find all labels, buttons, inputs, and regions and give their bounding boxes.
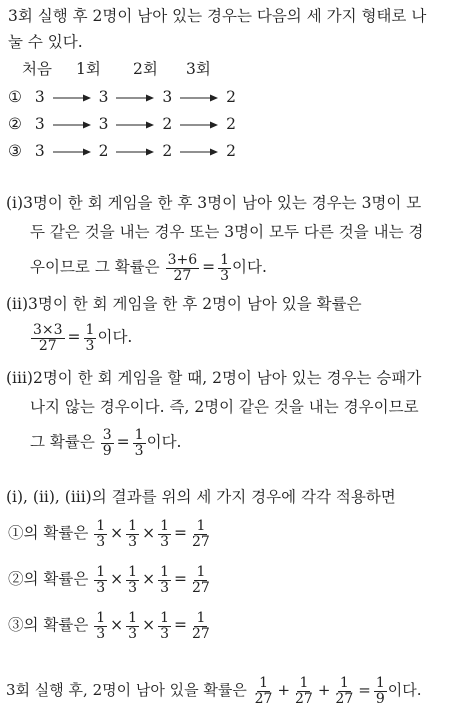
header-round-2: 2회	[133, 60, 158, 78]
table-header	[0, 59, 454, 79]
fraction: $\frac{1}{3}$	[96, 517, 106, 550]
value: 2	[162, 115, 173, 133]
value: 3	[98, 88, 109, 106]
fraction: $\frac{1}{9}$	[375, 674, 385, 707]
fraction: $\frac{1}{3}$	[128, 609, 138, 642]
arrow-right-icon	[180, 93, 218, 103]
case-marker: (iii)	[6, 369, 33, 387]
case-ii-line-2: $\frac{3\times 3}{27}$ = $\frac{1}{3}$ 이다.	[33, 321, 133, 354]
header-initial: 처음	[22, 60, 52, 78]
arrow-right-icon	[116, 120, 154, 130]
case-i-line-2: 두 같은 것을 내는 경우 또는 3명이 모두 다른 것을 내는 경	[30, 223, 424, 241]
row-marker: ③	[8, 142, 22, 160]
fraction: $\frac{1}{3}$	[160, 517, 170, 550]
value: 3	[162, 88, 173, 106]
fraction: $\frac{1}{27}$	[192, 563, 210, 596]
table-row-2	[8, 114, 236, 134]
arrow-right-icon	[53, 120, 91, 130]
intro-line-2: 눌 수 있다.	[8, 33, 83, 51]
fraction: $\frac{1}{27}$	[192, 517, 210, 550]
arrow-right-icon	[53, 93, 91, 103]
fraction: $\frac{1}{3}$	[96, 609, 106, 642]
case-i-line-3: 우이므로 그 확률은 $\frac{3+6}{27}$ = $\frac{1}{3}$ 이다.	[30, 251, 267, 284]
value: 3	[98, 115, 109, 133]
fraction: $\frac{1}{3}$	[128, 517, 138, 550]
row-marker: ①	[8, 88, 22, 106]
apply-row-3: ③의 확률은 $\frac{1}{3}$ × $\frac{1}{3}$ × $\frac{1}{3}$ = $\frac{1}{27}$	[8, 609, 210, 642]
table-row-1	[8, 87, 236, 107]
value: 3	[34, 88, 45, 106]
fraction: $\frac{1}{27}$	[192, 609, 210, 642]
fraction: $\frac{1}{27}$	[254, 674, 273, 707]
fraction: $\frac{1}{3}$	[220, 251, 230, 284]
case-i-line-1: (i)3명이 한 회 게임을 한 후 3명이 남아 있는 경우는 3명이 모	[6, 194, 422, 212]
fraction: $\frac{1}{3}$	[160, 563, 170, 596]
fraction: $\frac{3+6}{27}$	[167, 251, 198, 284]
header-round-1: 1회	[76, 60, 101, 78]
apply-row-2: ②의 확률은 $\frac{1}{3}$ × $\frac{1}{3}$ × $\frac{1}{3}$ = $\frac{1}{27}$	[8, 563, 210, 596]
value: 2	[162, 142, 173, 160]
value: 2	[226, 142, 236, 160]
value: 2	[226, 88, 236, 106]
apply-row-1: ①의 확률은 $\frac{1}{3}$ × $\frac{1}{3}$ × $\frac{1}{3}$ = $\frac{1}{27}$	[8, 517, 210, 550]
value: 3	[34, 142, 45, 160]
fraction: $\frac{3\times 3}{27}$	[33, 321, 63, 354]
case-ii-line-1: (ii)3명이 한 회 게임을 한 후 2명이 남아 있을 확률은	[6, 295, 362, 313]
header-round-3: 3회	[186, 60, 211, 78]
fraction: $\frac{1}{3}$	[134, 426, 144, 459]
row-marker: ②	[8, 115, 22, 133]
arrow-right-icon	[180, 120, 218, 130]
intro-line-1: 3회 실행 후 2명이 남아 있는 경우는 다음의 세 가지 형태로 나	[8, 7, 427, 25]
fraction: $\frac{3}{9}$	[102, 426, 112, 459]
fraction: $\frac{1}{3}$	[96, 563, 106, 596]
final-line: 3회 실행 후, 2명이 남아 있을 확률은 $\frac{1}{27}$ + $\frac{1}{27}$ + $\frac{1}{27}$ = $\frac{1}{9}$ 이다.	[6, 674, 422, 707]
arrow-right-icon	[116, 147, 154, 157]
case-iii-line-2: 나지 않는 경우이다. 즉, 2명이 같은 것을 내는 경우이므로	[30, 398, 419, 416]
arrow-right-icon	[53, 147, 91, 157]
apply-intro: (i), (ii), (iii)의 결과를 위의 세 가지 경우에 각각 적용하면	[6, 488, 396, 506]
fraction: $\frac{1}{3}$	[160, 609, 170, 642]
case-iii-line-1: (iii)2명이 한 회 게임을 할 때, 2명이 남아 있는 경우는 승패가	[6, 369, 422, 387]
fraction: $\frac{1}{27}$	[295, 674, 313, 707]
arrow-right-icon	[116, 93, 154, 103]
value: 2	[98, 142, 109, 160]
value: 3	[34, 115, 45, 133]
case-marker: (i)	[6, 194, 24, 212]
fraction: $\frac{1}{27}$	[335, 674, 354, 707]
case-iii-line-3: 그 확률은 $\frac{3}{9}$ = $\frac{1}{3}$ 이다.	[30, 426, 182, 459]
case-marker: (ii)	[6, 295, 29, 313]
fraction: $\frac{1}{3}$	[128, 563, 138, 596]
arrow-right-icon	[180, 147, 218, 157]
table-row-3	[8, 141, 236, 161]
fraction: $\frac{1}{3}$	[85, 321, 95, 354]
value: 2	[226, 115, 236, 133]
